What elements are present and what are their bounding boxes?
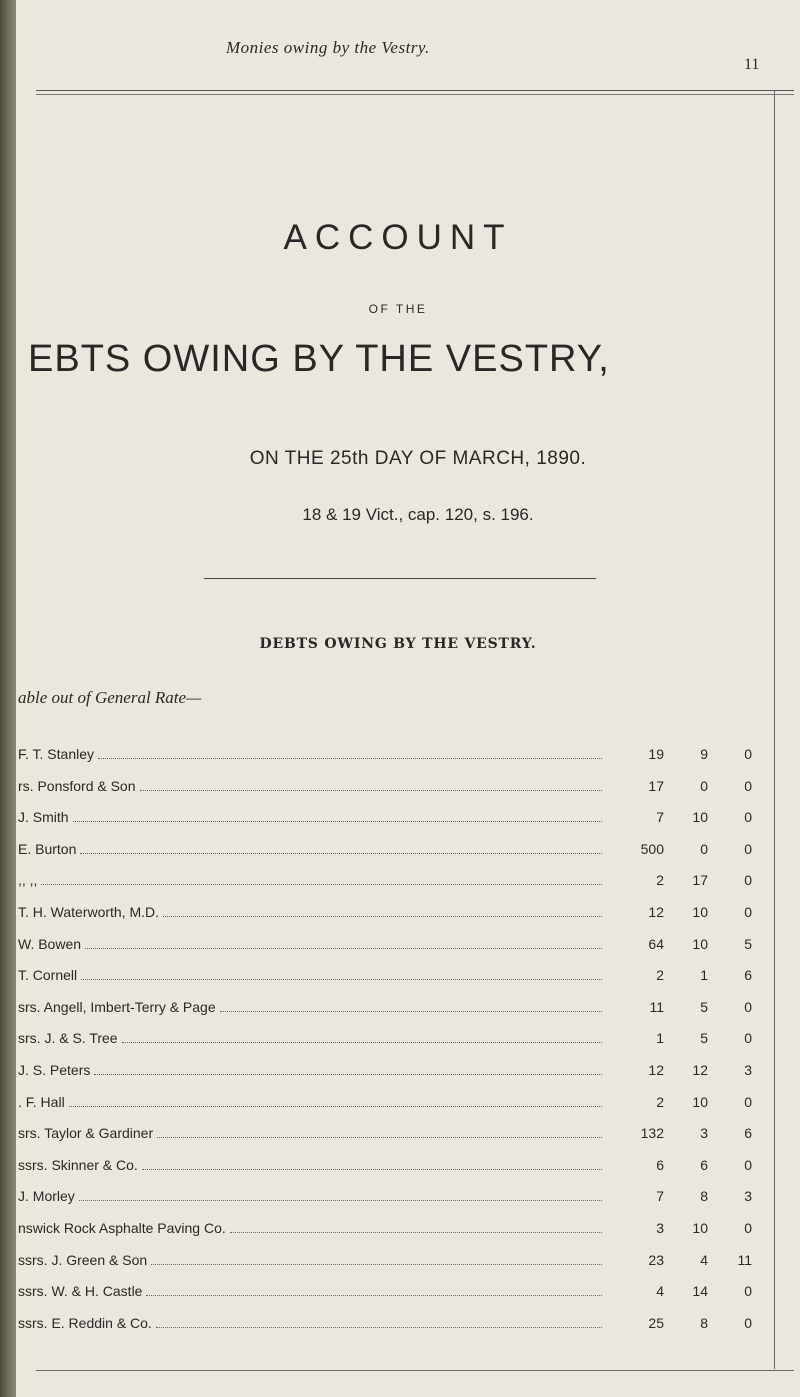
pounds-cell: 132 <box>640 1125 664 1142</box>
title-divider <box>204 578 596 579</box>
pence-cell: 0 <box>744 1283 752 1300</box>
creditor-name: srs. J. & S. Tree <box>18 1030 118 1047</box>
creditor-name: ,, ,, <box>18 872 38 889</box>
pence-cell: 6 <box>744 967 752 984</box>
creditor-name: nswick Rock Asphalte Paving Co. <box>18 1220 226 1236</box>
table-row <box>16 1062 800 1086</box>
table-row <box>16 1094 800 1118</box>
creditor-name: E. Burton <box>18 840 77 857</box>
header-rule <box>36 90 794 91</box>
shillings-cell: 10 <box>692 809 708 826</box>
creditor-name-cell <box>18 872 608 888</box>
table-row <box>16 1188 800 1212</box>
pence-cell: 0 <box>744 1093 752 1110</box>
shillings-cell: 12 <box>692 1062 708 1078</box>
dot-leader <box>41 884 602 885</box>
pence-cell: 0 <box>744 1314 752 1331</box>
pounds-cell: 25 <box>648 1314 664 1331</box>
pounds-cell: 17 <box>648 777 664 794</box>
dot-leader <box>85 948 602 949</box>
table-row <box>16 746 800 770</box>
creditor-name-cell <box>18 904 608 920</box>
header-rule-secondary <box>36 94 794 95</box>
shillings-cell: 5 <box>700 1030 708 1047</box>
book-spine <box>0 0 16 1397</box>
table-row <box>16 809 800 833</box>
table-row <box>16 1315 800 1339</box>
dot-leader <box>69 1106 602 1107</box>
pence-cell: 0 <box>744 840 752 857</box>
pounds-cell: 500 <box>640 840 664 857</box>
creditor-name-cell <box>18 1030 608 1046</box>
dot-leader <box>157 1137 602 1138</box>
table-row <box>16 967 800 991</box>
shillings-cell: 1 <box>700 967 708 984</box>
table-row <box>16 1030 800 1054</box>
creditor-name: ssrs. E. Reddin & Co. <box>18 1314 152 1331</box>
pounds-cell: 2 <box>656 872 664 889</box>
creditor-name: srs. Angell, Imbert-Terry & Page <box>18 998 216 1015</box>
pounds-cell: 2 <box>656 1093 664 1110</box>
page-number: 11 <box>744 56 760 73</box>
table-row <box>16 841 800 865</box>
dot-leader <box>230 1232 602 1233</box>
creditor-name: ssrs. W. & H. Castle <box>18 1283 143 1300</box>
dot-leader <box>80 853 602 854</box>
creditor-name: F. T. Stanley <box>18 746 95 762</box>
pounds-cell: 7 <box>656 809 664 826</box>
creditor-name-cell <box>18 936 608 952</box>
dot-leader <box>73 821 602 822</box>
shillings-cell: 14 <box>692 1283 708 1300</box>
shillings-cell: 3 <box>700 1125 708 1142</box>
pence-cell: 0 <box>744 1220 752 1236</box>
pounds-cell: 7 <box>656 1188 664 1205</box>
shillings-cell: 4 <box>700 1251 708 1268</box>
creditor-name: . F. Hall <box>18 1093 65 1110</box>
pence-cell: 0 <box>744 904 752 920</box>
pounds-cell: 12 <box>648 904 664 920</box>
table-row <box>16 999 800 1023</box>
creditor-name-cell <box>18 1188 608 1204</box>
pounds-cell: 2 <box>656 967 664 984</box>
table-row <box>16 1252 800 1276</box>
dot-leader <box>220 1011 602 1012</box>
dot-leader <box>140 790 602 791</box>
creditor-name: ssrs. Skinner & Co. <box>18 1156 138 1173</box>
creditor-name: srs. Taylor & Gardiner <box>18 1125 154 1142</box>
creditor-name: J. S. Peters <box>18 1062 91 1078</box>
pounds-cell: 11 <box>649 998 664 1015</box>
footer-rule <box>36 1370 794 1371</box>
dot-leader <box>156 1327 602 1328</box>
act-citation: 18 & 19 Vict., cap. 120, s. 196. <box>302 505 534 524</box>
creditor-name-cell <box>18 1252 608 1268</box>
shillings-cell: 9 <box>700 746 708 762</box>
dot-leader <box>98 758 602 759</box>
pounds-cell: 12 <box>648 1062 664 1078</box>
shillings-cell: 0 <box>700 840 708 857</box>
pence-cell: 3 <box>744 1188 752 1205</box>
creditor-name-cell <box>18 999 608 1015</box>
pence-cell: 0 <box>744 872 752 889</box>
dot-leader <box>94 1074 602 1075</box>
shillings-cell: 10 <box>692 904 708 920</box>
dot-leader <box>163 916 602 917</box>
creditor-name-cell <box>18 1062 608 1078</box>
dot-leader <box>79 1200 602 1201</box>
table-row <box>16 1157 800 1181</box>
shillings-cell: 10 <box>692 1093 708 1110</box>
pence-cell: 6 <box>744 1125 752 1142</box>
pounds-cell: 1 <box>656 1030 664 1047</box>
creditor-name-cell <box>18 1157 608 1173</box>
table-row <box>16 936 800 960</box>
pounds-cell: 3 <box>656 1220 664 1236</box>
pence-cell: 0 <box>744 1156 752 1173</box>
creditor-name-cell <box>18 809 608 825</box>
creditor-name-cell <box>18 1094 608 1110</box>
creditor-name: T. Cornell <box>18 967 78 984</box>
shillings-cell: 8 <box>700 1188 708 1205</box>
table-row <box>16 1220 800 1244</box>
creditor-name: W. Bowen <box>18 935 82 952</box>
table-row <box>16 1283 800 1307</box>
pence-cell: 5 <box>744 935 752 952</box>
dot-leader <box>81 979 602 980</box>
creditor-name-cell <box>18 1125 608 1141</box>
table-row <box>16 904 800 928</box>
shillings-cell: 0 <box>700 777 708 794</box>
pounds-cell: 6 <box>656 1156 664 1173</box>
creditor-name: T. H. Waterworth, M.D. <box>18 904 160 920</box>
creditor-name-cell <box>18 967 608 983</box>
shillings-cell: 17 <box>692 872 708 889</box>
shillings-cell: 5 <box>700 998 708 1015</box>
date-line: ON THE 25th DAY OF MARCH, 1890. <box>249 448 587 469</box>
creditor-name-cell <box>18 1220 608 1236</box>
shillings-cell: 8 <box>700 1314 708 1331</box>
pence-cell: 0 <box>744 809 752 826</box>
account-heading: ACCOUNT <box>283 218 513 257</box>
pounds-cell: 64 <box>648 935 664 952</box>
creditor-name: ssrs. J. Green & Son <box>18 1251 148 1268</box>
creditor-name: rs. Ponsford & Son <box>18 777 136 794</box>
pence-cell: 0 <box>744 1030 752 1047</box>
table-row <box>16 872 800 896</box>
main-title: EBTS OWING BY THE VESTRY, <box>28 338 610 380</box>
pounds-cell: 19 <box>648 746 664 762</box>
dot-leader <box>151 1264 602 1265</box>
pounds-cell: 4 <box>656 1283 664 1300</box>
shillings-cell: 10 <box>692 935 708 952</box>
pence-cell: 0 <box>744 777 752 794</box>
running-head: Monies owing by the Vestry. <box>226 38 430 57</box>
dot-leader <box>122 1042 602 1043</box>
creditor-name-cell <box>18 1315 608 1331</box>
dot-leader <box>142 1169 602 1170</box>
pence-cell: 0 <box>744 746 752 762</box>
pence-cell: 0 <box>744 998 752 1015</box>
creditor-name: J. Smith <box>18 809 69 826</box>
table-row <box>16 778 800 802</box>
pence-cell: 3 <box>744 1062 752 1078</box>
table-row <box>16 1125 800 1149</box>
dot-leader <box>146 1295 602 1296</box>
creditor-name-cell <box>18 1283 608 1299</box>
creditor-name-cell <box>18 746 608 762</box>
pence-cell: 11 <box>737 1251 752 1268</box>
creditor-name-cell <box>18 841 608 857</box>
table-subheading: DEBTS OWING BY THE VESTRY. <box>259 636 537 652</box>
shillings-cell: 6 <box>700 1156 708 1173</box>
creditor-name: J. Morley <box>18 1188 75 1205</box>
of-the-text: OF THE <box>368 302 428 316</box>
document-page <box>16 0 800 1397</box>
pounds-cell: 23 <box>648 1251 664 1268</box>
shillings-cell: 10 <box>692 1220 708 1236</box>
section-label: able out of General Rate— <box>18 688 202 707</box>
creditor-name-cell <box>18 778 608 794</box>
